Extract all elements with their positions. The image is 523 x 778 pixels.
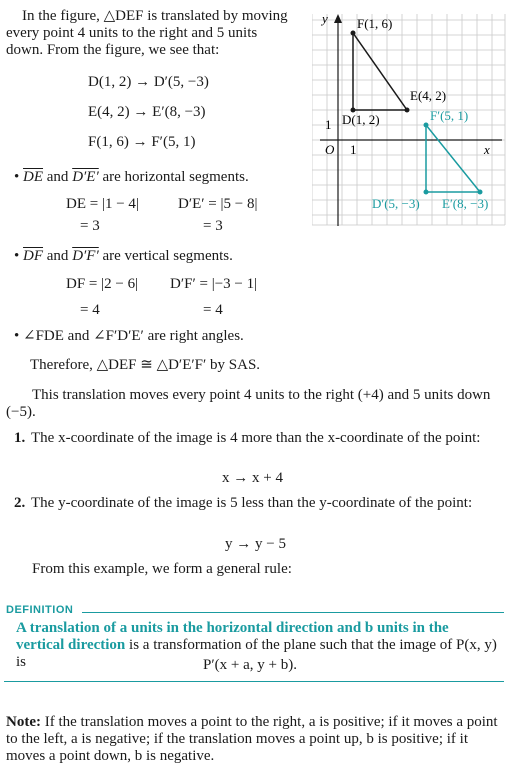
x-axis-label: x: [484, 142, 490, 157]
bullet-horizontal-text: are horizontal segments.: [102, 169, 249, 185]
definition-label: DEFINITION: [6, 604, 74, 616]
item1-text: The x-coordinate of the image is 4 more than the x-coordinate of the point:: [31, 430, 481, 446]
definition-rule-bottom: [4, 681, 504, 682]
triangle-dpepfp: [426, 125, 480, 192]
point-fp: [424, 123, 429, 128]
point-ep: [478, 190, 483, 195]
label-dp: D′(5, −3): [372, 196, 420, 211]
label-d: D(1, 2): [342, 112, 380, 127]
segment-de: $\overline{DE}$: [23, 169, 44, 185]
y-axis-arrow-icon: [334, 14, 342, 23]
conj-and: and: [46, 248, 69, 264]
bullet-dot: •: [14, 248, 20, 264]
translation-note: This translation moves every point 4 units to the right (+4) and 5 units down (−5).: [6, 387, 491, 420]
grid-lines: [312, 14, 505, 225]
point-dp: [424, 190, 429, 195]
therefore-line: Therefore, △DEF ≅ △D′E′F′ by SAS.: [30, 357, 261, 373]
mapping-d: D(1, 2) → D′(5, −3): [88, 74, 209, 90]
triangle-def: [353, 33, 407, 110]
segment-dpfp: D′F′: [72, 248, 99, 264]
note-label: Note:: [6, 714, 41, 730]
conj-and: and: [46, 169, 69, 185]
segment-dpep: D′E′: [72, 169, 99, 185]
point-f: [351, 31, 356, 36]
item1-number: 1.: [14, 430, 26, 446]
eq-dpep-result: = 3: [203, 218, 223, 234]
bullet-dot: •: [14, 169, 20, 185]
label-fp: F′(5, 1): [430, 108, 469, 123]
label-e: E(4, 2): [410, 88, 447, 103]
item2-number: 2.: [14, 495, 26, 511]
bullet-angles-text: ∠FDE and ∠F′D′E′ are right angles.: [23, 328, 244, 344]
definition-rest: is a transformation of the plane such that the image of P(x, y) is: [16, 637, 497, 670]
eq-df-result: = 4: [80, 302, 100, 318]
segment-df: $\overline{DF}$: [23, 248, 44, 264]
bullet-horizontal: [14, 169, 249, 186]
coordinate-graph: [312, 12, 507, 227]
tick-x-label: 1: [350, 142, 357, 157]
y-axis-label: y: [322, 12, 328, 26]
bullet-vertical-text: are vertical segments.: [102, 248, 233, 264]
eq-df: DF = |2 − 6|: [66, 276, 139, 292]
item2-text: The y-coordinate of the image is 5 less than the y-coordinate of the point:: [31, 495, 473, 511]
mapping-e: E(4, 2) → E′(8, −3): [88, 104, 206, 120]
mapping-f: F(1, 6) → F′(5, 1): [88, 134, 196, 150]
bullet-vertical: [14, 248, 233, 265]
eq-de: DE = |1 − 4|: [66, 196, 139, 212]
origin-label: O: [325, 142, 335, 157]
definition-formula: P′(x + a, y + b).: [203, 657, 297, 673]
tick-y-label: 1: [325, 117, 332, 132]
note-text: If the translation moves a point to the right, a is positive; if it moves a point to the left, a is negative; if the translation moves a point up, b is positive; if it moves a point down, b is negative.: [6, 714, 498, 764]
eq-dpfp-result: = 4: [203, 302, 223, 318]
note-paragraph: [6, 714, 510, 765]
item1-rule: x → x + 4: [222, 470, 283, 486]
definition-term: A translation of a units in the horizontal direction and b units in the vertical direction: [16, 620, 449, 653]
eq-dpep: D′E′ = |5 − 8|: [178, 196, 258, 212]
intro-paragraph: In the figure, △DEF is translated by moving every point 4 units to the right and 5 units down. From the figure, we see that:: [6, 8, 288, 58]
label-f: F(1, 6): [357, 16, 393, 31]
point-e: [405, 108, 410, 113]
label-ep: E′(8, −3): [442, 196, 489, 211]
general-rule-intro: From this example, we form a general rule:: [32, 561, 292, 577]
definition-rule-top: [82, 612, 504, 613]
bullet-angles: [14, 326, 244, 345]
bullet-dot: •: [14, 328, 20, 344]
eq-dpfp: D′F′ = |−3 − 1|: [170, 276, 258, 292]
item2-rule: y → y − 5: [225, 536, 286, 552]
eq-de-result: = 3: [80, 218, 100, 234]
